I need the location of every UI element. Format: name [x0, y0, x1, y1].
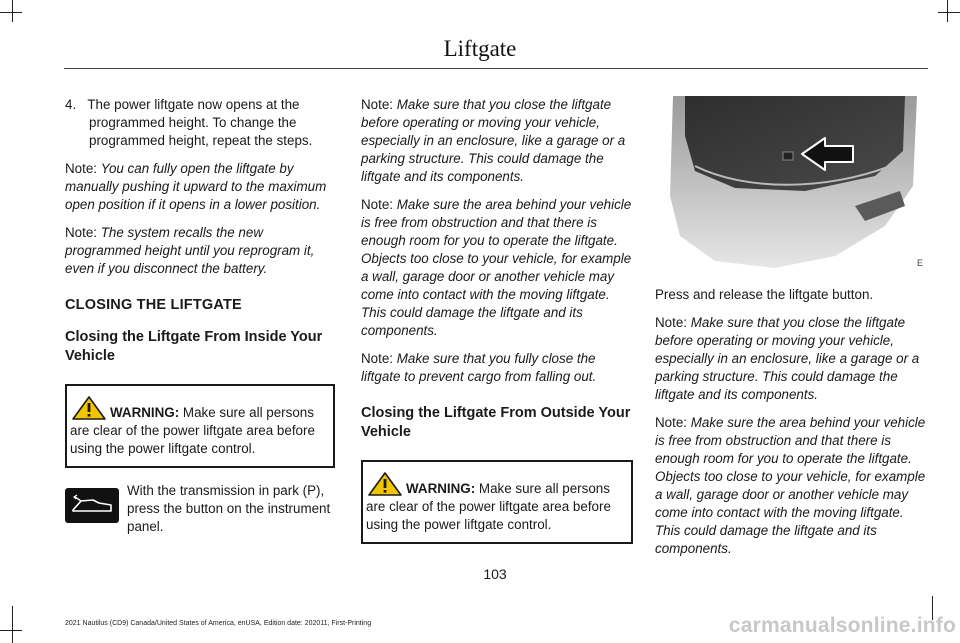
note — [655, 414, 930, 558]
watermark: carmanualsonline.info — [728, 614, 956, 637]
step-4: 4. The power liftgate now opens at the programmed height. To change the programmed height, repeat the steps. — [65, 97, 313, 148]
note-label: Note: — [361, 351, 394, 366]
crop-mark — [0, 630, 22, 631]
note — [361, 196, 633, 340]
photo-code: E — [917, 258, 924, 268]
note-text: The system recalls the new programmed height until you reprogram it, even if you disconnect the battery. — [65, 225, 315, 276]
note — [361, 96, 633, 186]
column-middle — [361, 96, 633, 558]
column-right — [655, 286, 930, 568]
note-text: Make sure the area behind your vehicle is free from obstruction and that there is enough room for you to operate the liftgate. Objects too close to your vehicle, for example a wall, garage door or another vehicle may come into contact with the moving liftgate. This could damage the liftgate and its components. — [655, 415, 926, 556]
edition-line: 2021 Nautilus (CD9) Canada/United States of America, enUSA, Edition date: 202011, First-Printing — [65, 620, 372, 627]
page-number: 103 — [483, 566, 507, 582]
warning-triangle-icon — [368, 472, 402, 496]
warning-text: Make sure all persons are clear of the power liftgate area before using the power liftgate control. — [366, 481, 611, 532]
column-left — [65, 96, 335, 536]
note-text: Make sure that you close the liftgate before operating or moving your vehicle, especially in an enclosure, like a garage or a parking structure. This could damage the liftgate and its components. — [655, 315, 920, 402]
liftgate-photo — [655, 96, 930, 274]
note — [65, 160, 335, 214]
note-label: Note: — [361, 97, 394, 112]
crop-mark — [12, 0, 13, 22]
warning-box — [361, 460, 633, 544]
subheading: Closing the Liftgate From Outside Your Vehicle — [361, 405, 631, 440]
note — [655, 314, 930, 404]
note-label: Note: — [655, 415, 688, 430]
note-text: Make sure the area behind your vehicle is free from obstruction and that there is enough room for you to operate the liftgate. Objects too close to your vehicle, for example a wall, garage door or another vehicle may come into contact with the moving liftgate. This could damage the liftgate and its components. — [361, 197, 632, 338]
crop-mark — [12, 606, 13, 643]
liftgate-button-icon — [65, 488, 119, 523]
warning-triangle-icon — [72, 396, 106, 420]
note-label: Note: — [655, 315, 688, 330]
warning-label: WARNING: — [406, 481, 476, 496]
warning-label: WARNING: — [110, 405, 180, 420]
crop-mark — [947, 0, 948, 22]
liftgate-button-instruction — [65, 482, 335, 536]
note — [361, 350, 633, 386]
subheading: Closing the Liftgate From Inside Your Vehicle — [65, 329, 323, 364]
instruction-text: With the transmission in park (P), press the button on the instrument panel. — [127, 483, 331, 534]
note-text: Make sure that you fully close the liftgate to prevent cargo from falling out. — [361, 351, 597, 384]
note — [65, 224, 335, 278]
note-label: Note: — [361, 197, 394, 212]
crop-mark — [938, 12, 960, 13]
note-label: Note: — [65, 225, 98, 240]
header-divider — [64, 68, 928, 69]
note-text: Make sure that you close the liftgate before operating or moving your vehicle, especially in an enclosure, like a garage or a parking structure. This could damage the liftgate and its components. — [361, 97, 626, 184]
page-title: Liftgate — [443, 36, 517, 61]
warning-text: Make sure all persons are clear of the power liftgate area before using the power liftgate control. — [70, 405, 315, 456]
warning-box — [65, 384, 335, 468]
note-text: You can fully open the liftgate by manually pushing it upward to the maximum open position if it opens in a lower position. — [65, 161, 327, 212]
section-heading: CLOSING THE LIFTGATE — [65, 297, 242, 313]
instruction: Press and release the liftgate button. — [655, 287, 874, 302]
note-label: Note: — [65, 161, 98, 176]
crop-mark — [0, 12, 22, 13]
